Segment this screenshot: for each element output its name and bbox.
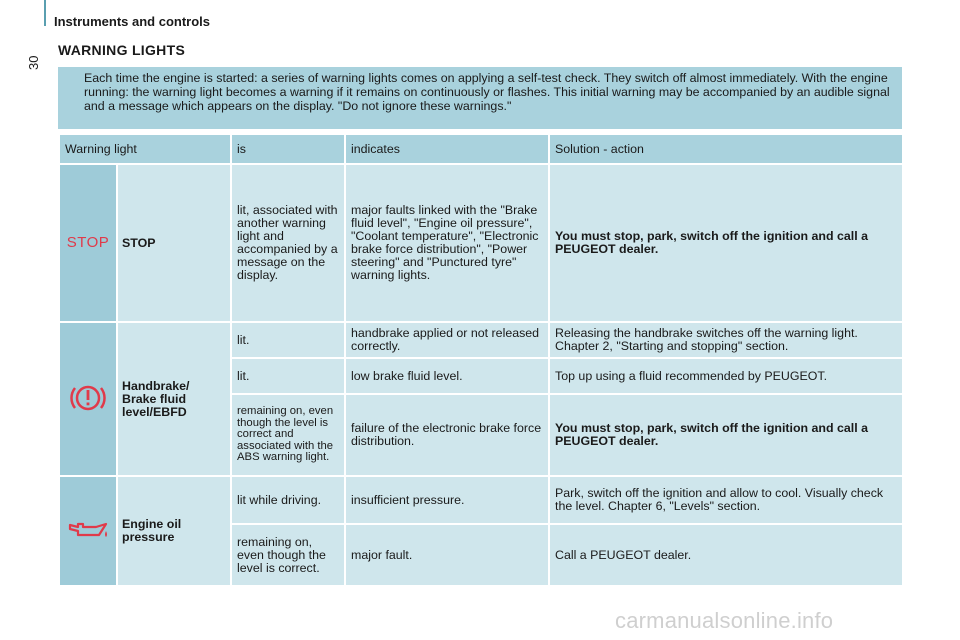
- table-row: [59, 164, 903, 322]
- oil-is-2: remaining on, even though the level is correct.: [231, 524, 345, 586]
- brake-is-2: lit.: [231, 358, 345, 394]
- oil-is-1: lit while driving.: [231, 476, 345, 524]
- stop-name: STOP: [117, 164, 231, 322]
- stop-solution: You must stop, park, switch off the ignition and call a PEUGEOT dealer.: [549, 164, 903, 322]
- page-title: WARNING LIGHTS: [58, 42, 186, 58]
- brake-warning-icon: [68, 378, 108, 418]
- stop-indicates: major faults linked with the "Brake fluid level", "Engine oil pressure", "Coolant temperature", "Electronic brake force distribution", "Power steering" and "Punctured tyre" warning lights.: [345, 164, 549, 322]
- brake-solution-2: Top up using a fluid recommended by PEUGEOT.: [549, 358, 903, 394]
- brake-indicates-3: failure of the electronic brake force distribution.: [345, 394, 549, 476]
- brake-is-3: remaining on, even though the level is correct and associated with the ABS warning light.: [231, 394, 345, 476]
- page-number: 30: [26, 55, 41, 70]
- oil-can-icon: [66, 518, 110, 542]
- section-marker: [44, 0, 46, 26]
- oil-icon-cell: [59, 476, 117, 586]
- header-solution: Solution - action: [549, 134, 903, 164]
- table-row: [59, 476, 903, 524]
- brake-name: Handbrake/ Brake fluid level/EBFD: [117, 322, 231, 476]
- intro-text: Each time the engine is started: a series of warning lights comes on applying a self-test check. They switch off almost immediately. With the engine running: the warning light becomes a warning if it remains on continuously or flashes. This initial warning may be accompanied by an audible signal and a message which appears on the display. "Do not ignore these warnings.": [58, 67, 902, 129]
- oil-solution-1: Park, switch off the ignition and allow to cool. Visually check the level. Chapter 6, "Levels" section.: [549, 476, 903, 524]
- header-warning-light: Warning light: [59, 134, 231, 164]
- oil-indicates-1: insufficient pressure.: [345, 476, 549, 524]
- oil-name: Engine oil pressure: [117, 476, 231, 586]
- brake-icon-cell: [59, 322, 117, 476]
- header-indicates: indicates: [345, 134, 549, 164]
- brake-indicates-2: low brake fluid level.: [345, 358, 549, 394]
- header-is: is: [231, 134, 345, 164]
- stop-is: lit, associated with another warning light and accompanied by a message on the display.: [231, 164, 345, 322]
- oil-indicates-2: major fault.: [345, 524, 549, 586]
- warning-lights-table: [58, 133, 904, 587]
- table-header-row: [59, 134, 903, 164]
- table-row: [59, 322, 903, 358]
- brake-is-1: lit.: [231, 322, 345, 358]
- stop-icon: STOP: [66, 234, 110, 251]
- brake-solution-3: You must stop, park, switch off the ignition and call a PEUGEOT dealer.: [549, 394, 903, 476]
- section-header: Instruments and controls: [54, 14, 211, 29]
- oil-solution-2: Call a PEUGEOT dealer.: [549, 524, 903, 586]
- brake-solution-1: Releasing the handbrake switches off the warning light. Chapter 2, "Starting and stopping" section.: [549, 322, 903, 358]
- footer-watermark: carmanualsonline.info: [615, 608, 834, 633]
- brake-indicates-1: handbrake applied or not released correctly.: [345, 322, 549, 358]
- stop-icon-cell: [59, 164, 117, 322]
